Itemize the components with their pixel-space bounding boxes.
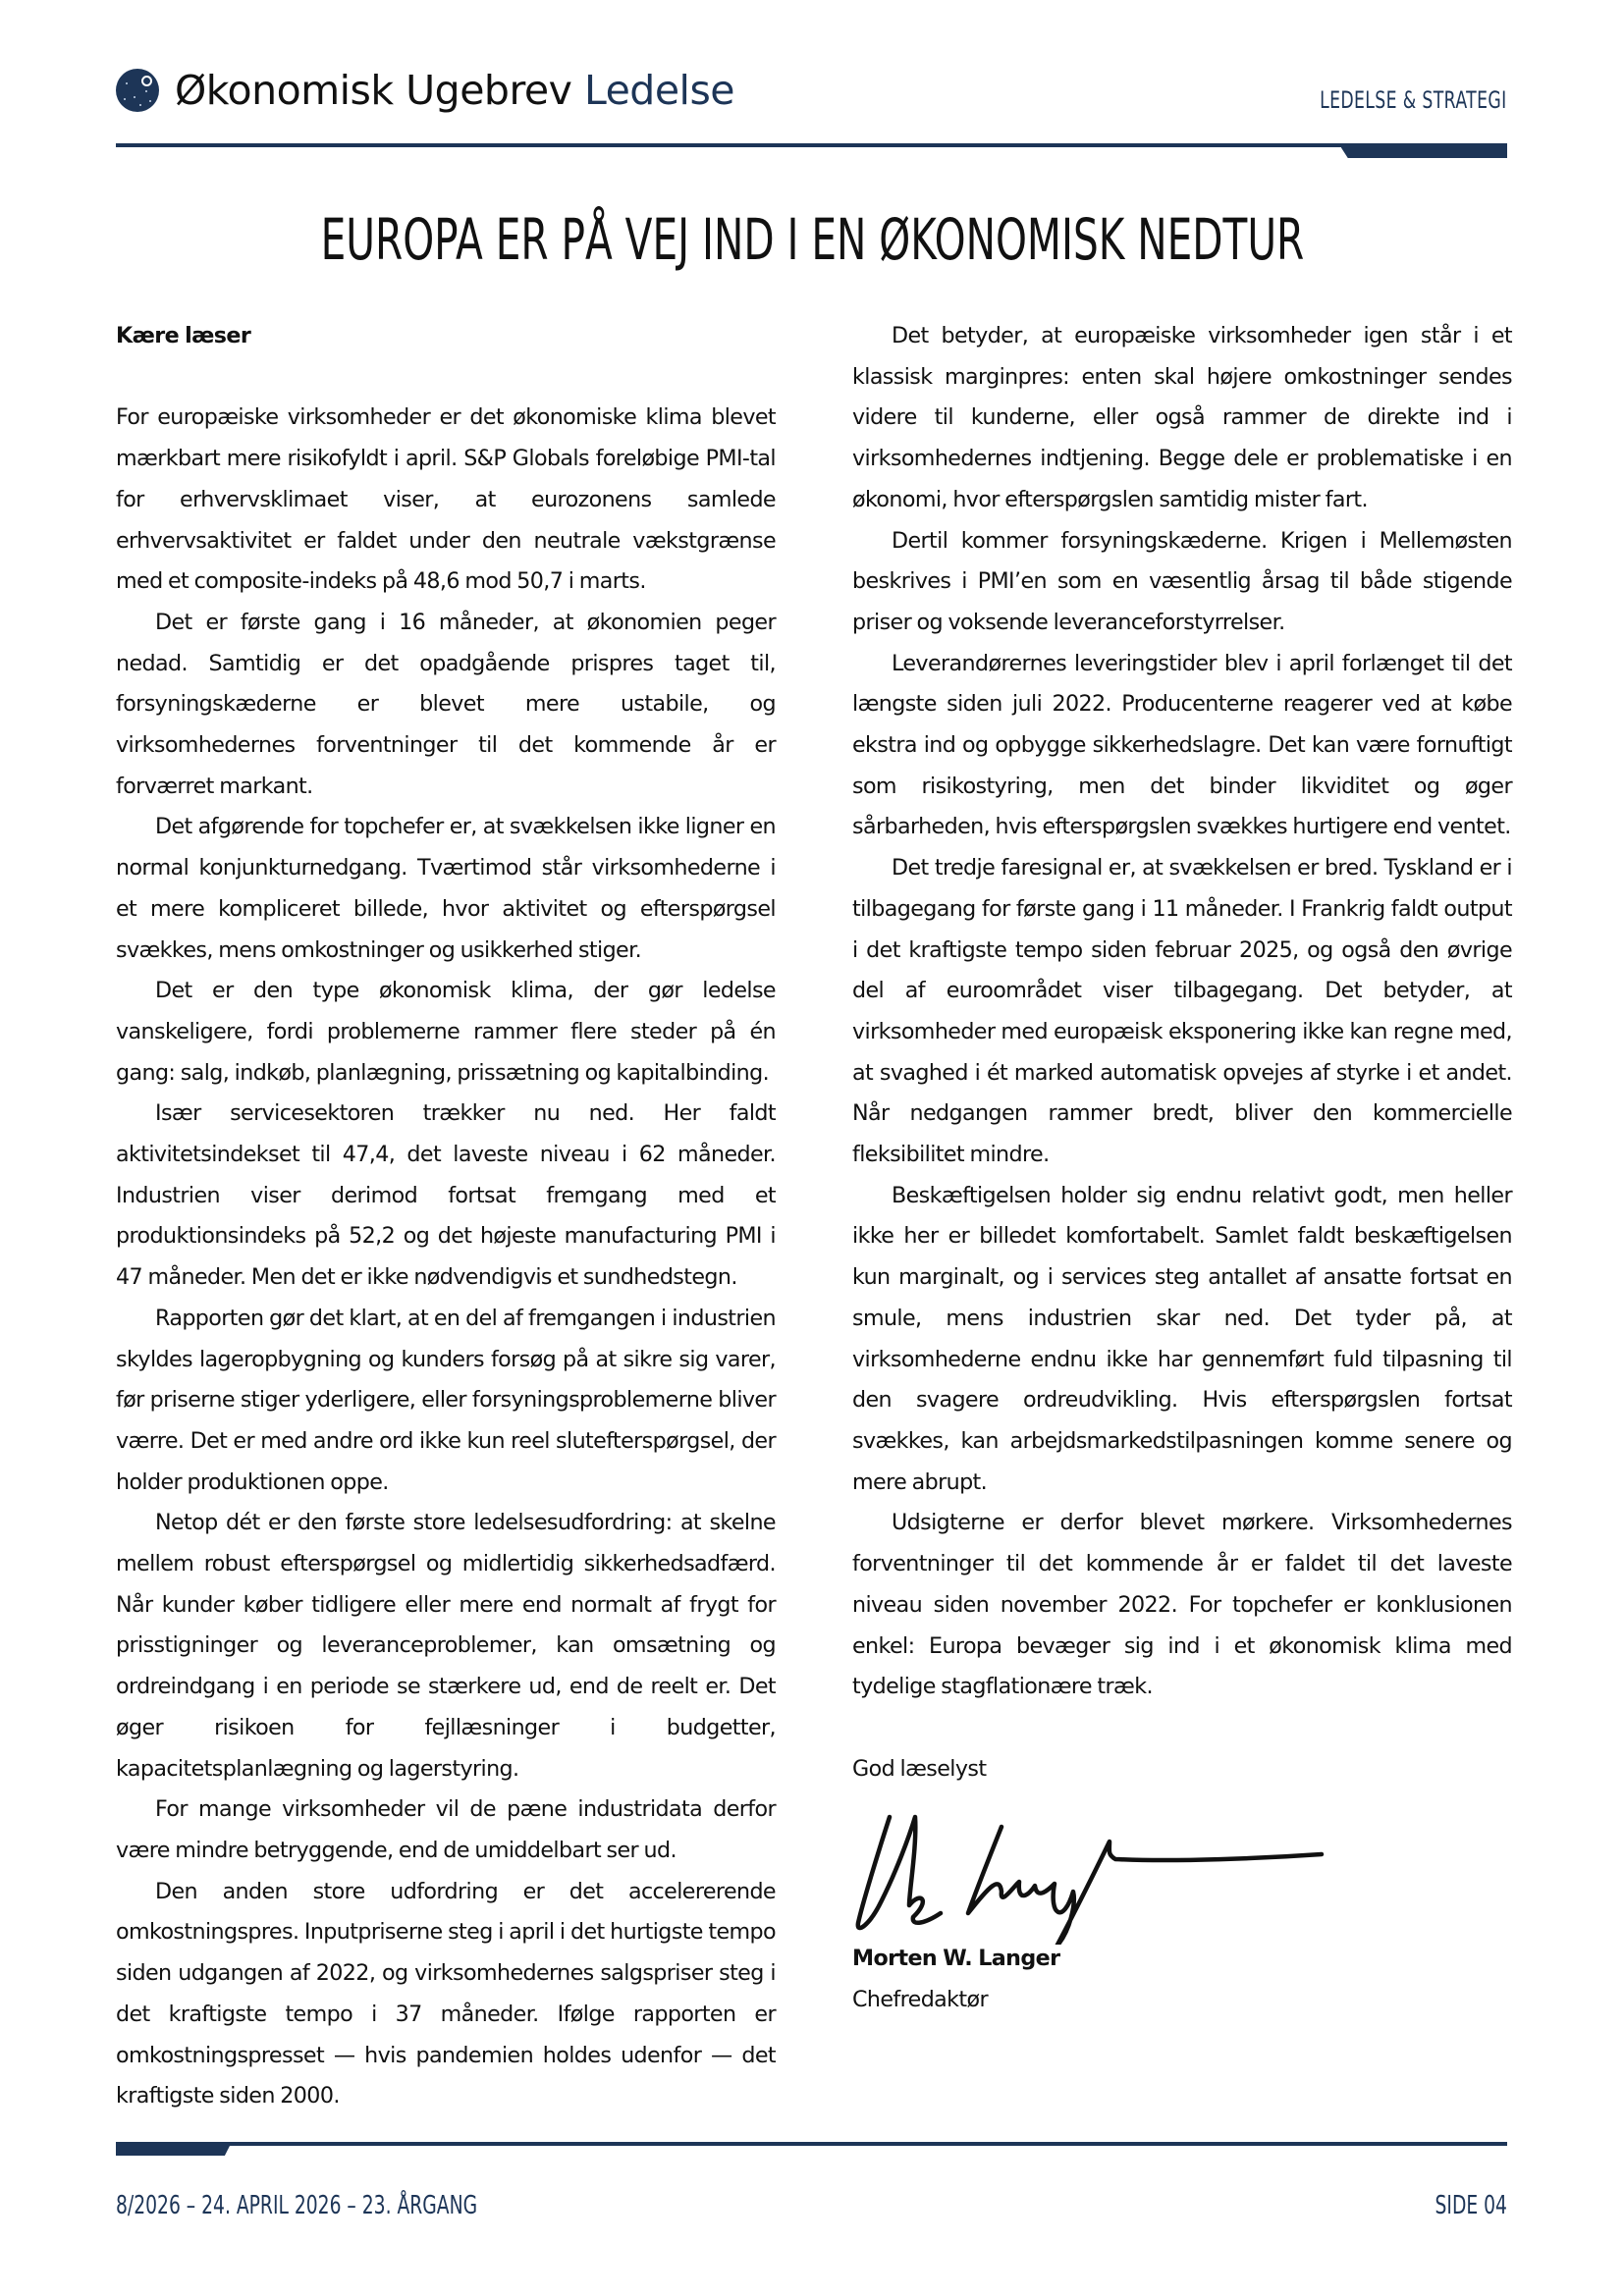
headline-text: EUROPA ER PÅ VEJ IND I EN ØKONOMISK NEDTUR — [320, 206, 1304, 273]
right-column — [852, 316, 1512, 2021]
issue-info: 8/2026 – 24. APRIL 2026 – 23. ÅRGANG — [116, 2191, 478, 2220]
globe-logo-icon — [116, 69, 159, 112]
paragraph: Rapporten gør det klart, at en del af fremgangen i industrien skyldes lageropbygning og kunders forsøg på at sikre sig varer, før priserne stiger yderligere, eller forsyningsproblemerne bliver værre. Det er med andre ord ikke kun reel slutefterspørgsel, der holder produktionen oppe. — [116, 1305, 776, 1495]
brand-secondary: Ledelse — [583, 66, 735, 114]
paragraph: Netop dét er den første store ledelsesudfordring: at skelne mellem robust efterspørgsel og midlertidig sikkerhedsadfærd. Når kunder køber tidligere eller mere end normalt af frygt for prisstigninger og leveranceproblemer, kan omsætning og ordreindgang i en periode se stærkere ud, end de reelt er. Det øger risikoen for fejllæsninger i budgetter, kapacitetsplanlægning og lagerstyring. — [116, 1510, 776, 1782]
paragraph: Leverandørernes leveringstider blev i april forlænget til det længste siden juli 2022. Producenterne reagerer ved at købe ekstra ind og opbygge sikkerhedslagre. Det kan være fornuftigt som risikostyring, men det binder likviditet og øger sårbarheden, hvis efterspørgslen svækkes hurtigere end ventet. — [852, 650, 1512, 840]
salutation: Kære læser — [116, 323, 251, 348]
paragraph: For mange virksomheder vil de pæne industridata derfor være mindre betryggende, end de umiddelbart ser ud. — [116, 1796, 776, 1863]
footer-divider — [116, 2142, 1507, 2146]
paragraph: Det afgørende for topchefer er, at svækkelsen ikke ligner en normal konjunkturnedgang. Tværtimod står virksomhederne i et mere kompliceret billede, hvor aktivitet og efterspørgsel svækkes, mens omkostninger og usikkerhed stiger. — [116, 814, 776, 963]
header-divider-tab — [1341, 143, 1507, 158]
signature-icon — [852, 1797, 1363, 1945]
paragraph: Det er første gang i 16 måneder, at økonomien peger nedad. Samtidig er det opadgående prispres taget til, forsyningskæderne er blevet mere ustabile, og virksomhedernes forventninger til det kommende år er forværret markant. — [116, 609, 776, 799]
paragraph: Især servicesektoren trækker nu ned. Her faldt aktivitetsindekset til 47,4, det laveste niveau i 62 måneder. Industrien viser derimod fortsat fremgang med et produktionsindeks på 52,2 og det højeste manufacturing PMI i 47 måneder. Men det er ikke nødvendigvis et sundhedstegn. — [116, 1100, 776, 1291]
paragraph: Beskæftigelsen holder sig endnu relativt godt, men heller ikke her er billedet komfortabelt. Samlet faldt beskæftigelsen kun marginalt, og i services steg antallet af ansatte fortsat en smule, mens industrien skar ned. Det tyder på, at virksomhederne endnu ikke har gennemført fuld tilpasning til den svagere ordreudvikling. Hvis efterspørgslen fortsat svækkes, kan arbejdsmarkedstilpasningen komme senere og mere abrupt. — [852, 1182, 1512, 1495]
left-column — [116, 316, 776, 2117]
paragraph: For europæiske virksomheder er det økonomiske klima blevet mærkbart mere risikofyldt i april. S&P Globals foreløbige PMI-tal for erhvervsklimaet viser, at eurozonens samlede erhvervsaktivitet er faldet under den neutrale vækstgrænse med et composite-indeks på 48,6 mod 50,7 i marts. — [116, 404, 776, 595]
paragraph: Det er den type økonomisk klima, der gør ledelse vanskeligere, fordi problemerne rammer flere steder på én gang: salg, indkøb, planlægning, prissætning og kapitalbinding. — [116, 978, 776, 1086]
author-title: Chefredaktør — [852, 1987, 989, 2012]
author-name: Morten W. Langer — [852, 1946, 1060, 1972]
paragraph: Udsigterne er derfor blevet mørkere. Virksomhedernes forventninger til det kommende år er faldet til det laveste niveau siden november 2022. For topchefer er konklusionen enkel: Europa bevæger sig ind i et økonomisk klima med tydelige stagflationære træk. — [852, 1510, 1512, 1700]
brand-primary: Økonomisk Ugebrev — [175, 66, 572, 114]
masthead — [116, 61, 734, 120]
article-headline — [0, 206, 1624, 273]
header-divider — [116, 143, 1348, 147]
paragraph: Det tredje faresignal er, at svækkelsen er bred. Tyskland er i tilbagegang for første gang i 11 måneder. I Frankrig faldt output i det kraftigste tempo siden februar 2025, og også den øvrige del af euroområdet viser tilbagegang. Det betyder, at virksomheder med europæisk eksponering ikke kan regne med, at svaghed i ét marked automatisk opvejes af styrke i et andet. Når nedgangen rammer bredt, bliver den kommercielle fleksibilitet mindre. — [852, 855, 1512, 1168]
paragraph: Dertil kommer forsyningskæderne. Krigen i Mellemøsten beskrives i PMI’en som en væsentlig årsag til både stigende priser og voksende leveranceforstyrrelser. — [852, 527, 1512, 635]
section-label: LEDELSE & STRATEGI — [1320, 86, 1507, 114]
footer-divider-tab — [116, 2142, 232, 2156]
page-number: SIDE 04 — [1435, 2191, 1507, 2220]
publication-title — [175, 66, 735, 114]
paragraph: Det betyder, at europæiske virksomheder igen står i et klassisk marginpres: enten skal højere omkostninger sendes videre til kunderne, eller også rammer de direkte ind i virksomhedernes indtjening. Begge dele er problematiske i en økonomi, hvor efterspørgslen samtidig mister fart. — [852, 323, 1512, 512]
closing-line: God læselyst — [852, 1755, 987, 1782]
paragraph: Den anden store udfordring er det accelererende omkostningspres. Inputpriserne steg i april i det hurtigste tempo siden udgangen af 2022, og virksomhedernes salgspriser steg i det kraftigste tempo i 37 måneder. Ifølge rapporten er omkostningspresset — hvis pandemien holdes udenfor — det kraftigste siden 2000. — [116, 1878, 776, 2109]
